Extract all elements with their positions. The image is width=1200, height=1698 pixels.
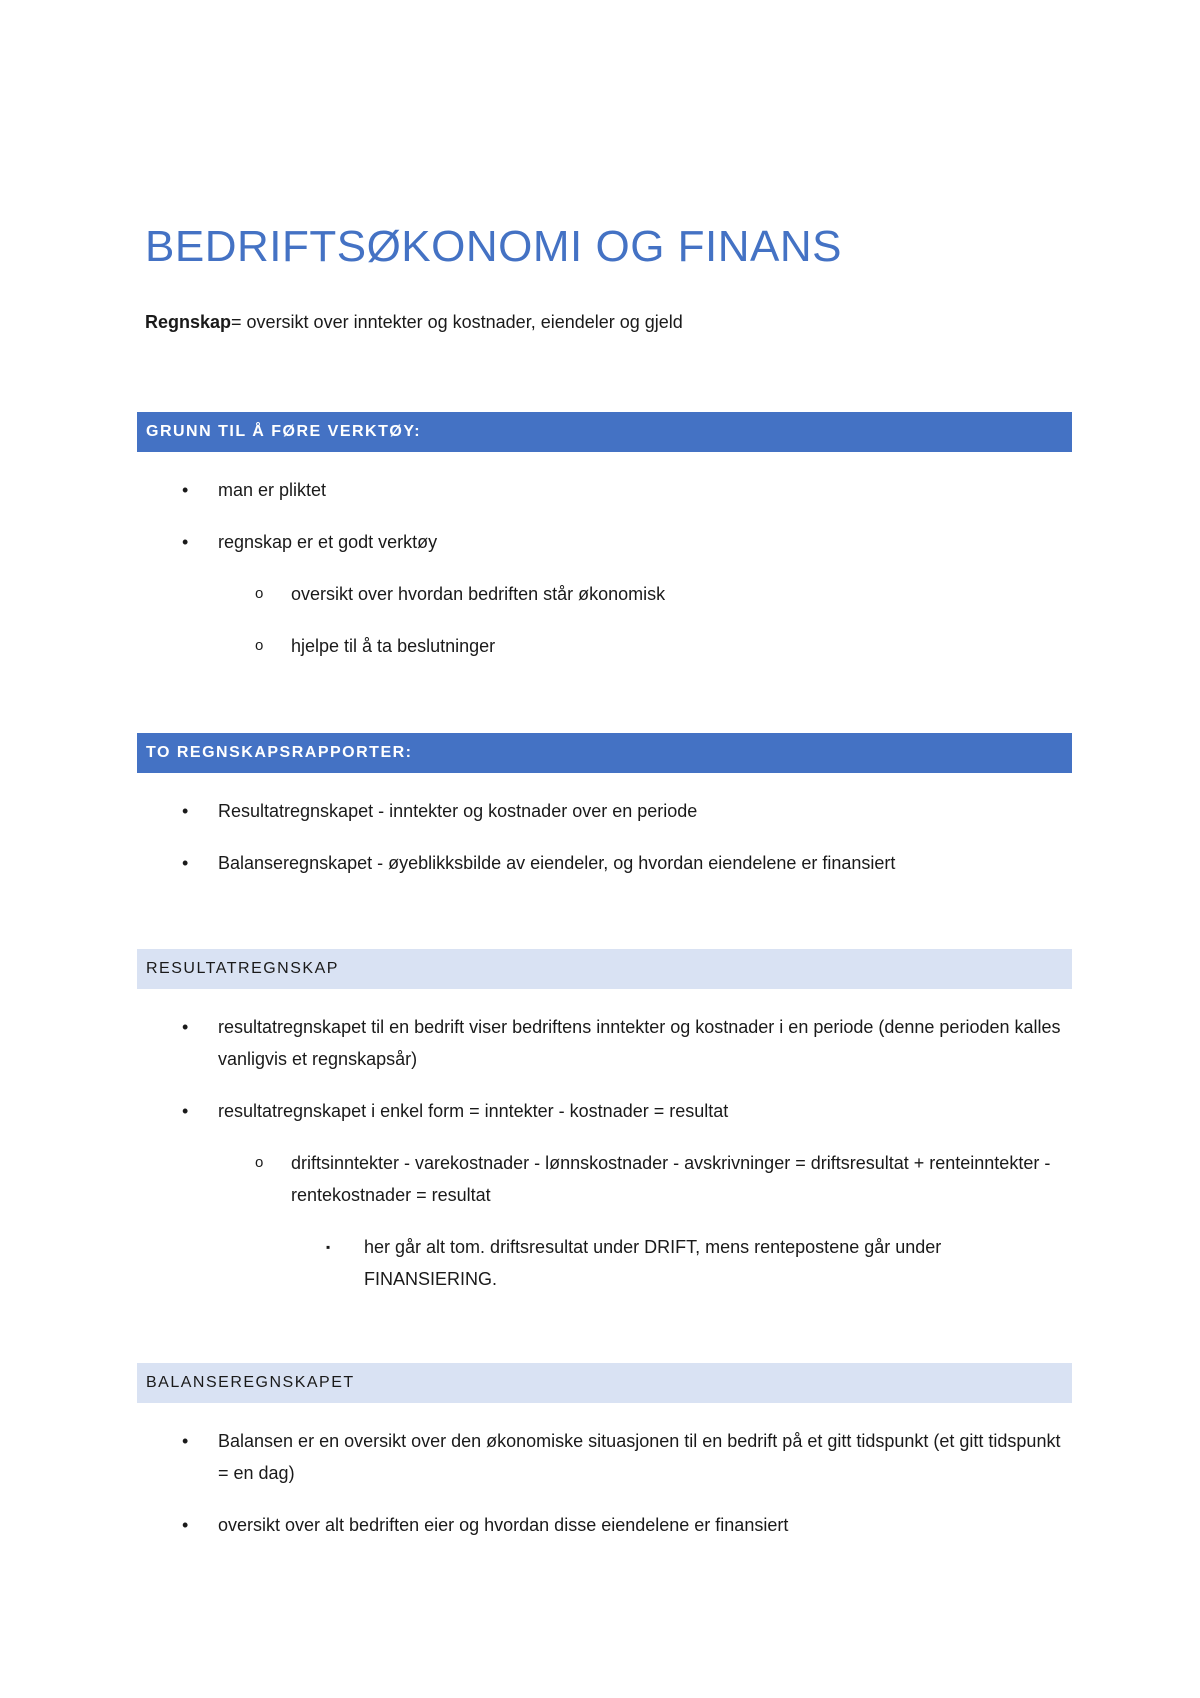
intro-definition [145,312,683,333]
bullet-disc-icon: • [182,801,189,821]
bullet-disc-icon: • [182,480,189,500]
list-item [182,1509,1068,1541]
list-item [182,795,1068,827]
bullet-disc-icon: • [182,853,189,873]
list-item [255,630,1071,662]
intro-text: = oversikt over inntekter og kostnader, eiendeler og gjeld [231,312,683,332]
list-item [255,578,1071,610]
list-item [182,1425,1068,1489]
list-item-text: her går alt tom. driftsresultat under DRIFT, mens rentepostene går under FINANSIERING. [364,1237,942,1289]
list-item-text: resultatregnskapet i enkel form = inntekter - kostnader = resultat [218,1101,729,1121]
list-item-text: resultatregnskapet til en bedrift viser bedriftens inntekter og kostnader i en periode (denne perioden kalles vanligvis et regnskapsår) [218,1017,1061,1069]
list-item [182,1095,1068,1127]
bullet-circle-icon: o [255,637,264,654]
list-item-text: Balanseregnskapet - øyeblikksbilde av eiendeler, og hvordan eiendelene er finansiert [218,853,896,873]
list-item-text: oversikt over alt bedriften eier og hvordan disse eiendelene er finansiert [218,1515,789,1535]
section-heading-resultatregnskap: RESULTATREGNSKAP [137,949,1072,989]
list-item-text: hjelpe til å ta beslutninger [291,636,496,656]
list-item-text: regnskap er et godt verktøy [218,532,438,552]
bullet-disc-icon: • [182,1017,189,1037]
list-item [182,1011,1068,1075]
page-title: BEDRIFTSØKONOMI OG FINANS [145,222,842,271]
bullet-disc-icon: • [182,1431,189,1451]
section-heading-rapporter: TO REGNSKAPSRAPPORTER: [137,733,1072,773]
list-item-text: oversikt over hvordan bedriften står økonomisk [291,584,666,604]
list-item-text: Balansen er en oversikt over den økonomiske situasjonen til en bedrift på et gitt tidspunkt (et gitt tidspunkt = en dag) [218,1431,1061,1483]
bullet-circle-icon: o [255,585,264,602]
intro-term: Regnskap [145,312,232,332]
list-item-text: man er pliktet [218,480,327,500]
list-item [326,1231,1064,1295]
list-item [182,474,1068,506]
bullet-disc-icon: • [182,532,189,552]
list-item [255,1147,1071,1211]
list-item-text: driftsinntekter - varekostnader - lønnskostnader - avskrivninger = driftsresultat + renteinntekter - rentekostnader = resultat [291,1153,1051,1205]
list-item [182,526,1068,558]
section-heading-balanseregnskapet: BALANSEREGNSKAPET [137,1363,1072,1403]
list-item-text: Resultatregnskapet - inntekter og kostnader over en periode [218,801,698,821]
bullet-disc-icon: • [182,1515,189,1535]
bullet-disc-icon: • [182,1101,189,1121]
list-item [182,847,1068,879]
bullet-circle-icon: o [255,1154,264,1171]
bullet-square-icon: ▪ [326,1240,331,1254]
section-heading-grunn: GRUNN TIL Å FØRE VERKTØY: [137,412,1072,452]
